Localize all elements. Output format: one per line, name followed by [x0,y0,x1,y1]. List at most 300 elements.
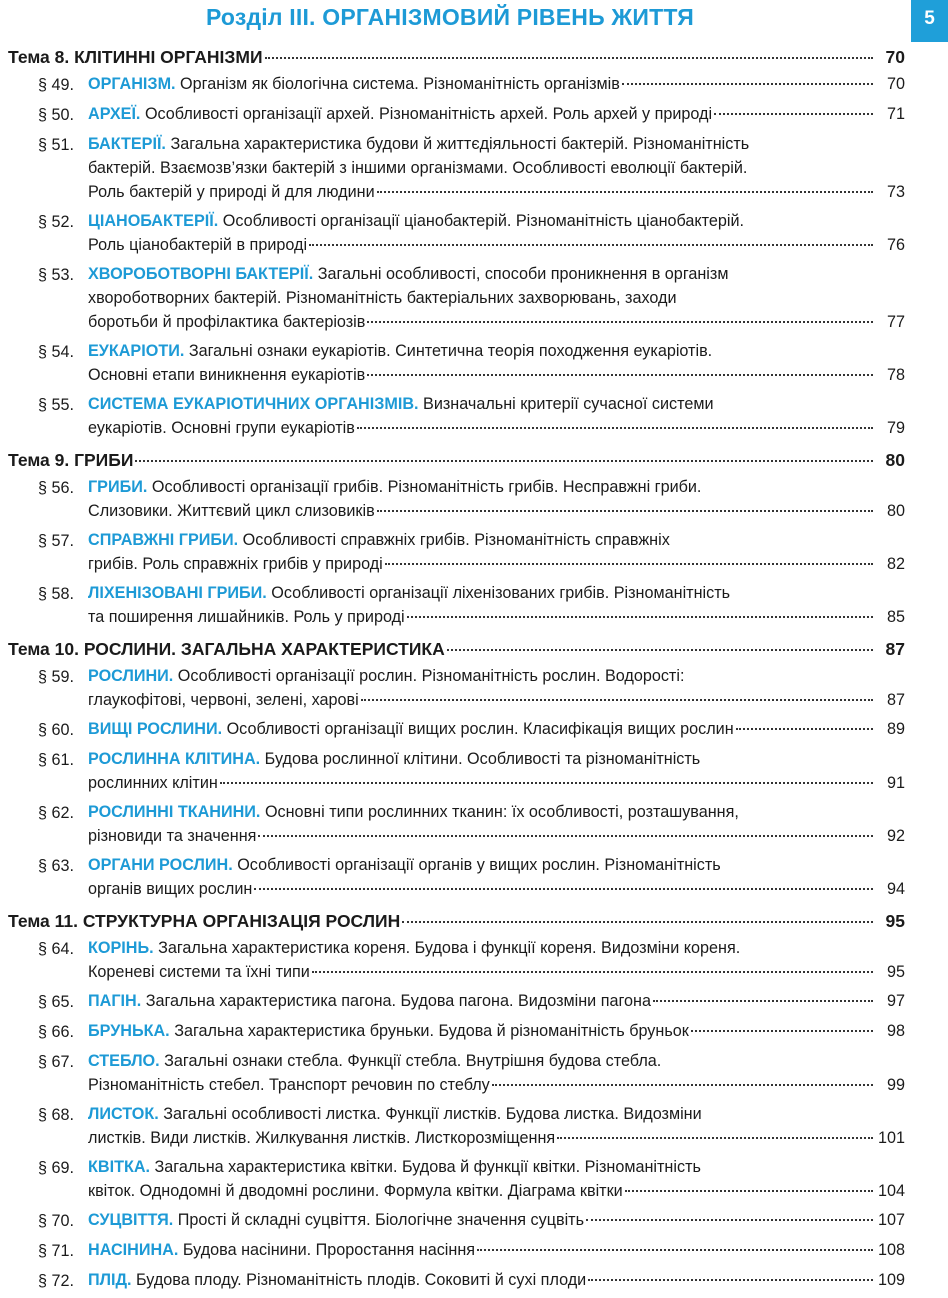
toc-entry [0,72,905,102]
topic-heading [0,42,905,72]
entry-keyword: ЛІХЕНІЗОВАНІ ГРИБИ. [88,584,267,602]
paragraph-number [0,262,88,334]
paragraph-number [0,1208,88,1233]
entry-page-number: 98 [886,1022,905,1040]
dot-leader [625,1190,873,1192]
entry-body [88,528,905,576]
paragraph-number [0,132,88,204]
entry-text [88,853,721,877]
entry-description: хвороботворних бактерій. Різноманітність бактеріальних захворювань, заходи [88,289,677,307]
entry-keyword: ХВОРОБОТВОРНІ БАКТЕРІЇ. [88,265,314,283]
entry-page-number: 108 [877,1241,905,1259]
entry-keyword: РОСЛИНИ. [88,667,174,685]
entry-page-number: 76 [886,236,905,254]
paragraph-number-text: § 51. [38,136,75,154]
toc-entry [0,664,905,717]
entry-body [88,853,905,901]
paragraph-number [0,339,88,387]
entry-body [88,1238,905,1263]
topic-title: Тема 9. ГРИБИ [8,450,134,470]
paragraph-number-text: § 66. [38,1023,75,1041]
entry-description: боротьби й профілактика бактеріозів [88,313,366,331]
entry-body [88,209,905,257]
topic-page-number: 80 [885,450,905,470]
toc-entry [0,1019,905,1049]
entry-text [88,72,620,96]
topic-heading [0,906,905,936]
entry-line [88,1019,905,1043]
entry-text [88,1019,689,1043]
paragraph-number [0,853,88,901]
dot-leader [586,1219,873,1221]
entry-description: Основні етапи виникнення еукаріотів [88,366,366,384]
paragraph-number-text: § 59. [38,668,75,686]
dot-leader [714,113,873,115]
entry-text [88,877,252,901]
paragraph-number-text: § 71. [38,1242,75,1260]
topic-title: Тема 8. КЛІТИННІ ОРГАНІЗМИ [8,47,263,67]
entry-body [88,132,905,204]
paragraph-number [0,1102,88,1150]
entry-description: еукаріотів. Основні групи еукаріотів [88,419,355,437]
entry-keyword: СПРАВЖНІ ГРИБИ. [88,531,239,549]
dot-leader [220,782,873,784]
entry-page-number: 70 [886,75,905,93]
entry-keyword: ОРГАНІЗМ. [88,75,176,93]
entry-description: Загальні особливості листка. Функції листків. Будова листка. Видозміни [163,1105,702,1123]
entry-description: Загальна характеристика будови й життєдіяльності бактерій. Різноманітність [170,135,750,153]
paragraph-number [0,989,88,1014]
topic-heading [0,445,905,475]
entry-line [88,960,905,984]
entry-line [88,363,905,387]
paragraph-number [0,102,88,127]
dot-leader [377,191,873,193]
entry-text [88,363,365,387]
entry-line [88,528,905,552]
entry-page-number: 79 [886,419,905,437]
entry-page-number: 89 [886,720,905,738]
entry-body [88,1102,905,1150]
paragraph-number [0,581,88,629]
toc-entry [0,528,905,581]
dot-leader [492,1084,873,1086]
dot-leader [691,1030,873,1032]
entry-description: Загальна характеристика кореня. Будова і функції кореня. Видозміни кореня. [158,939,741,957]
paragraph-number [0,936,88,984]
entry-description: Слизовики. Життєвий цикл слизовиків [88,502,375,520]
entry-keyword: БАКТЕРІЇ. [88,135,166,153]
entry-body [88,1019,905,1044]
paragraph-number-text: § 52. [38,213,75,231]
dot-leader [402,921,873,923]
entry-line [88,339,905,363]
entry-line [88,475,905,499]
dot-leader [477,1249,873,1251]
entry-description: Загальна характеристика квітки. Будова й функції квітки. Різноманітність [154,1158,701,1176]
entry-keyword: ВИЩІ РОСЛИНИ. [88,720,223,738]
entry-text [88,1155,701,1179]
entry-page-number: 107 [877,1211,905,1229]
entry-line [88,132,905,156]
dot-leader [357,427,873,429]
paragraph-number-text: § 55. [38,396,75,414]
entry-page-number: 85 [886,608,905,626]
entry-keyword: ЦІАНОБАКТЕРІЇ. [88,212,219,230]
entry-text [88,960,310,984]
dot-leader [258,835,873,837]
toc-entry [0,262,905,339]
entry-text [88,1179,623,1203]
entry-text [88,1102,702,1126]
paragraph-number [0,1049,88,1097]
paragraph-number [0,475,88,523]
entry-text [88,132,749,156]
entry-description: глаукофітові, червоні, зелені, харові [88,691,359,709]
entry-text [88,499,375,523]
toc-entry [0,936,905,989]
entry-text [88,688,359,712]
entry-text [88,664,684,688]
entry-keyword: СИСТЕМА ЕУКАРІОТИЧНИХ ОРГАНІЗМІВ. [88,395,419,413]
entry-text [88,605,405,629]
dot-leader [361,699,873,701]
entry-line [88,581,905,605]
topic-page-number: 70 [885,47,905,67]
entry-text [88,180,375,204]
entry-text [88,1268,586,1292]
entry-description: Різноманітність стебел. Транспорт речовин по стеблу [88,1076,490,1094]
entry-body [88,1208,905,1233]
paragraph-number-text: § 63. [38,857,75,875]
entry-description: органів вищих рослин [88,880,253,898]
entry-line [88,717,905,741]
entry-line [88,286,905,310]
entry-text [88,286,677,310]
entry-line [88,156,905,180]
entry-line [88,1238,905,1262]
dot-leader [135,460,873,462]
entry-line [88,1155,905,1179]
entry-page-number: 92 [886,827,905,845]
entry-line [88,310,905,334]
toc-entry [0,747,905,800]
entry-body [88,392,905,440]
entry-page-number: 109 [877,1271,905,1289]
entry-keyword: КВІТКА. [88,1158,151,1176]
paragraph-number-text: § 50. [38,106,75,124]
entry-text [88,339,712,363]
entry-description: рослинних клітин [88,774,218,792]
entry-description: Будова насінини. Проростання насіння [182,1241,476,1259]
paragraph-number-text: § 56. [38,479,75,497]
entry-text [88,1073,490,1097]
entry-text [88,936,740,960]
entry-line [88,1102,905,1126]
entry-description: Особливості справжніх грибів. Різноманітність справжніх [242,531,670,549]
entry-description: Особливості організації органів у вищих рослин. Різноманітність [237,856,721,874]
topic-title: Тема 11. СТРУКТУРНА ОРГАНІЗАЦІЯ РОСЛИН [8,911,401,931]
toc-entry [0,853,905,906]
entry-line [88,877,905,901]
paragraph-number-text: § 65. [38,993,75,1011]
entry-body [88,72,905,97]
entry-description: грибів. Роль справжніх грибів у природі [88,555,383,573]
dot-leader [736,728,873,730]
entry-body [88,800,905,848]
dot-leader [367,321,873,323]
entry-keyword: СТЕБЛО. [88,1052,160,1070]
entry-description: Прості й складні суцвіття. Біологічне значення суцвіть [177,1211,585,1229]
entry-description: та поширення лишайників. Роль у природі [88,608,405,626]
entry-text [88,528,670,552]
entry-line [88,233,905,257]
entry-text [88,717,734,741]
entry-keyword: ПАГІН. [88,992,142,1010]
entry-line [88,1073,905,1097]
entry-page-number: 77 [886,313,905,331]
entry-keyword: РОСЛИННІ ТКАНИНИ. [88,803,261,821]
entry-line [88,1049,905,1073]
entry-line [88,102,905,126]
entry-body [88,664,905,712]
paragraph-number [0,528,88,576]
entry-keyword: НАСІНИНА. [88,1241,179,1259]
toc-entry [0,132,905,209]
entry-page-number: 82 [886,555,905,573]
entry-text [88,262,728,286]
paragraph-number-text: § 60. [38,721,75,739]
toc-entry [0,1102,905,1155]
entry-description: різновиди та значення [88,827,257,845]
entry-text [88,1049,661,1073]
toc-entry [0,339,905,392]
paragraph-number-text: § 64. [38,940,75,958]
paragraph-number [0,209,88,257]
entry-body [88,1155,905,1203]
entry-keyword: ЛИСТОК. [88,1105,159,1123]
entry-line [88,416,905,440]
table-of-contents [0,42,905,1298]
paragraph-number [0,664,88,712]
entry-description: Загальні особливості, способи проникнення в організм [317,265,729,283]
entry-description: Будова рослинної клітини. Особливості та різноманітність [264,750,701,768]
entry-line [88,1126,905,1150]
entry-page-number: 73 [886,183,905,201]
entry-page-number: 104 [877,1182,905,1200]
entry-line [88,180,905,204]
entry-text [88,581,730,605]
paragraph-number [0,1155,88,1203]
entry-line [88,747,905,771]
paragraph-number-text: § 68. [38,1106,75,1124]
paragraph-number-text: § 54. [38,343,75,361]
entry-text [88,310,365,334]
entry-text [88,771,218,795]
entry-page-number: 80 [886,502,905,520]
entry-line [88,800,905,824]
dot-leader [622,83,873,85]
entry-description: Організм як біологічна система. Різноманітність організмів [180,75,620,93]
entry-line [88,1208,905,1232]
toc-entry [0,392,905,445]
dot-leader [447,649,873,651]
toc-entry [0,1155,905,1208]
dot-leader [557,1137,873,1139]
entry-description: Особливості організації грибів. Різноманітність грибів. Несправжні гриби. [151,478,702,496]
entry-text [88,209,744,233]
entry-body [88,936,905,984]
toc-entry [0,717,905,747]
dot-leader [254,888,873,890]
entry-text [88,989,651,1013]
entry-line [88,1179,905,1203]
entry-text [88,552,383,576]
entry-description: Загальна характеристика бруньки. Будова й різноманітність бруньок [174,1022,689,1040]
entry-description: квіток. Однодомні й дводомні рослини. Формула квітки. Діаграма квітки [88,1182,623,1200]
toc-entry [0,989,905,1019]
entry-keyword: ОРГАНИ РОСЛИН. [88,856,233,874]
paragraph-number-text: § 61. [38,751,75,769]
entry-description: листків. Види листків. Жилкування листків. Листкорозміщення [88,1129,556,1147]
dot-leader [377,510,873,512]
entry-body [88,717,905,742]
entry-line [88,664,905,688]
topic-page-number: 87 [885,639,905,659]
toc-entry [0,1049,905,1102]
entry-description: Особливості організації вищих рослин. Класифікація вищих рослин [226,720,734,738]
entry-body [88,262,905,334]
entry-text [88,824,256,848]
entry-line [88,1268,905,1292]
paragraph-number [0,800,88,848]
entry-keyword: ПЛІД. [88,1271,132,1289]
entry-line [88,499,905,523]
entry-description: Загальна характеристика пагона. Будова пагона. Видозміни пагона [145,992,651,1010]
entry-text [88,800,739,824]
entry-line [88,392,905,416]
dot-leader [367,374,873,376]
entry-line [88,771,905,795]
toc-entry [0,475,905,528]
entry-description: Особливості організації рослин. Різноманітність рослин. Водорості: [177,667,685,685]
topic-heading [0,634,905,664]
toc-entry [0,209,905,262]
entry-description: Роль ціанобактерій в природі [88,236,308,254]
paragraph-number [0,1268,88,1293]
entry-line [88,72,905,96]
entry-description: Роль бактерій у природі й для людини [88,183,375,201]
entry-page-number: 97 [886,992,905,1010]
paragraph-number-text: § 62. [38,804,75,822]
entry-description: бактерій. Взаємозв’язки бактерій з іншими організмами. Особливості еволюції бактерій. [88,159,748,177]
paragraph-number-text: § 70. [38,1212,75,1230]
entry-keyword: КОРІНЬ. [88,939,154,957]
entry-keyword: ЕУКАРІОТИ. [88,342,185,360]
paragraph-number [0,747,88,795]
entry-description: Особливості організації ліхенізованих грибів. Різноманітність [271,584,731,602]
paragraph-number [0,1238,88,1263]
entry-line [88,989,905,1013]
toc-entry [0,1268,905,1298]
paragraph-number [0,72,88,97]
entry-text [88,1238,475,1262]
entry-body [88,339,905,387]
topic-page-number: 95 [885,911,905,931]
entry-text [88,392,714,416]
entry-description: Кореневі системи та їхні типи [88,963,310,981]
entry-line [88,605,905,629]
entry-body [88,1049,905,1097]
entry-text [88,747,700,771]
entry-text [88,416,355,440]
entry-line [88,936,905,960]
entry-body [88,102,905,127]
entry-page-number: 94 [886,880,905,898]
entry-page-number: 71 [886,105,905,123]
entry-description: Загальні ознаки стебла. Функції стебла. Внутрішня будова стебла. [164,1052,662,1070]
entry-line [88,688,905,712]
entry-description: Визначальні критерії сучасної системи [423,395,714,413]
dot-leader [312,971,873,973]
paragraph-number-text: § 57. [38,532,75,550]
dot-leader [385,563,873,565]
entry-keyword: БРУНЬКА. [88,1022,170,1040]
entry-keyword: СУЦВІТТЯ. [88,1211,174,1229]
entry-keyword: РОСЛИННА КЛІТИНА. [88,750,261,768]
entry-line [88,552,905,576]
toc-entry [0,800,905,853]
entry-page-number: 87 [886,691,905,709]
entry-description: Особливості організації архей. Різноманітність архей. Роль архей у природі [144,105,713,123]
entry-description: Основні типи рослинних тканин: їх особливості, розташування, [264,803,739,821]
entry-text [88,1126,555,1150]
entry-body [88,747,905,795]
entry-text [88,233,307,257]
entry-page-number: 99 [886,1076,905,1094]
entry-page-number: 95 [886,963,905,981]
toc-entry [0,1238,905,1268]
entry-description: Будова плоду. Різноманітність плодів. Соковиті й сухі плоди [136,1271,587,1289]
paragraph-number-text: § 69. [38,1159,75,1177]
paragraph-number [0,392,88,440]
dot-leader [265,57,873,59]
entry-description: Особливості організації ціанобактерій. Різноманітність ціанобактерій. [222,212,745,230]
entry-description: Загальні ознаки еукаріотів. Синтетична теорія походження еукаріотів. [188,342,713,360]
paragraph-number-text: § 72. [38,1272,75,1290]
entry-line [88,824,905,848]
entry-body [88,1268,905,1293]
dot-leader [309,244,873,246]
paragraph-number-text: § 53. [38,266,75,284]
paragraph-number-text: § 58. [38,585,75,603]
toc-entry [0,581,905,634]
entry-body [88,581,905,629]
dot-leader [588,1279,873,1281]
paragraph-number [0,717,88,742]
paragraph-number [0,1019,88,1044]
dot-leader [407,616,873,618]
entry-body [88,989,905,1014]
entry-keyword: АРХЕЇ. [88,105,141,123]
entry-line [88,853,905,877]
entry-line [88,209,905,233]
paragraph-number-text: § 49. [38,76,75,94]
page-number-badge: 5 [911,0,948,42]
section-title: Розділ III. ОРГАНІЗМОВИЙ РІВЕНЬ ЖИТТЯ [205,4,695,30]
entry-page-number: 78 [886,366,905,384]
topic-title: Тема 10. РОСЛИНИ. ЗАГАЛЬНА ХАРАКТЕРИСТИКА [8,639,445,659]
